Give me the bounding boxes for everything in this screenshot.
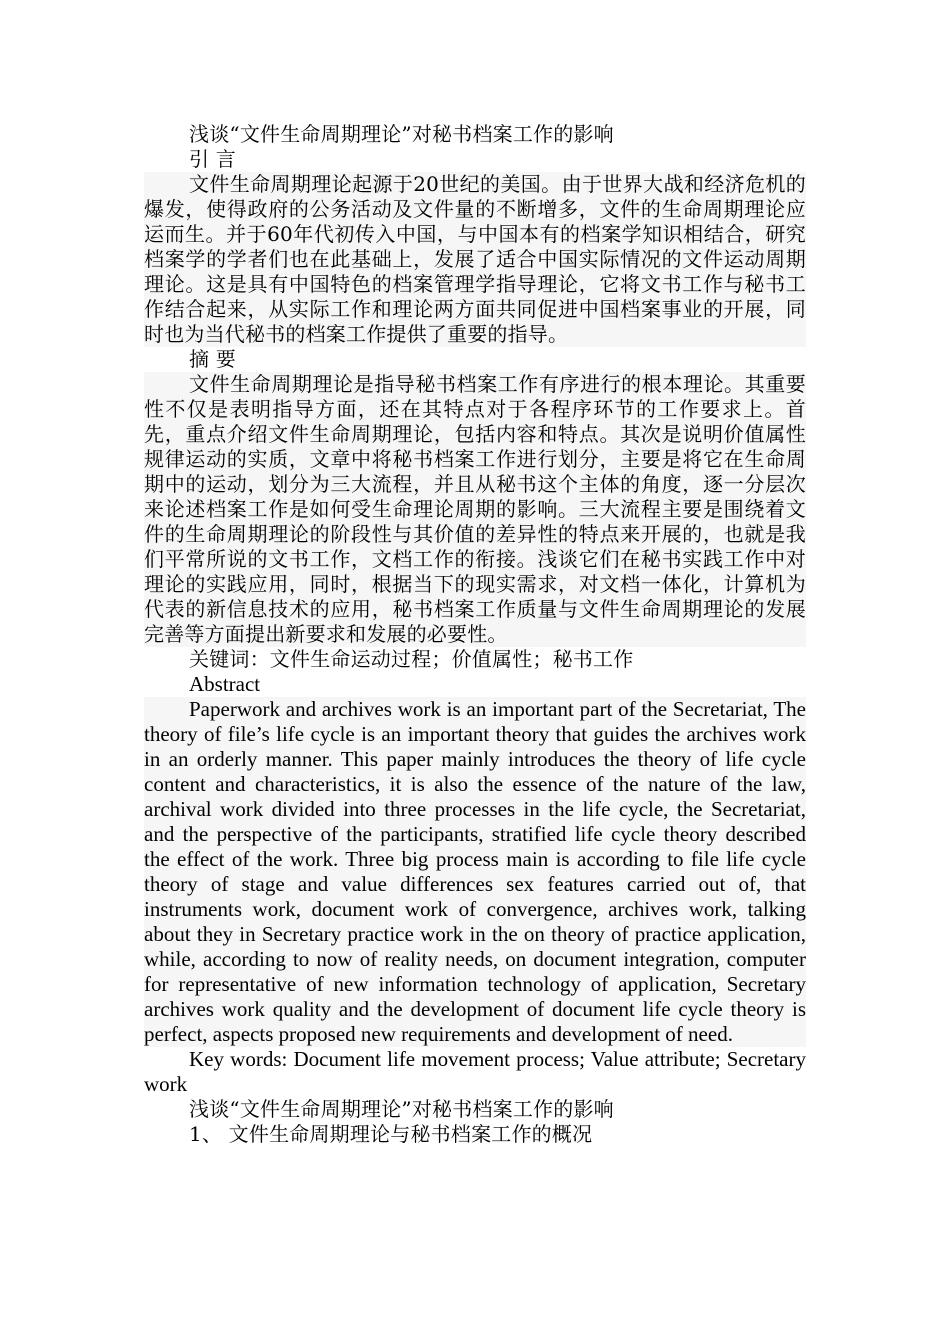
intro-paragraph: 文件生命周期理论起源于20世纪的美国。由于世界大战和经济危机的爆发，使得政府的公务活动及文件量的不断增多，文件的生命周期理论应运而生。并于60年代初传入中国，与中国本有的档案学知识相结合，研究档案学的学者们也在此基础上，发展了适合中国实际情况的文件运动周期理论。这是具有中国特色的档案管理学指导理论，它将文书工作与秘书工作结合起来，从实际工作和理论两方面共同促进中国档案事业的开展，同时也为当代秘书的档案工作提供了重要的指导。 [144,172,806,346]
abstract-paragraph-cn: 文件生命周期理论是指导秘书档案工作有序进行的根本理论。其重要性不仅是表明指导方面，还在其特点对于各程序环节的工作要求上。首先，重点介绍文件生命周期理论，包括内容和特点。其次是说明价值属性规律运动的实质，文章中将秘书档案工作进行划分，主要是将它在生命周期中的运动，划分为三大流程，并且从秘书这个主体的角度，逐一分层次来论述档案工作是如何受生命理论周期的影响。三大流程主要是围绕着文件的生命周期理论的阶段性与其价值的差异性的特点来开展的，也就是我们平常所说的文书工作，文档工作的衔接。浅谈它们在秘书实践工作中对理论的实践应用，同时，根据当下的现实需求，对文档一体化，计算机为代表的新信息技术的应用，秘书档案工作质量与文件生命周期理论的发展完善等方面提出新要求和发展的必要性。 [144,372,806,646]
abstract-paragraph-en: Paperwork and archives work is an important part of the Secretariat, The theory of file’s life cycle is an important theory that guides the archives work in an orderly manner. This paper mainly introduces the theory of life cycle content and characteristics, it is also the essence of the nature of the law, archival work divided into three processes in the life cycle, the Secretariat, and the perspective of the participants, stratified life cycle theory described the effect of the work. Three big process main is according to file life cycle theory of stage and value differences sex features carried out of, that instruments work, document work of convergence, archives work, talking about they in Secretary practice work in the on theory of practice application, while, according to now of reality needs, on document integration, computer for representative of new information technology of application, Secretary archives work quality and the development of document life cycle theory is perfect, aspects proposed new requirements and development of need. [144,697,806,1046]
document-title-repeat: 浅谈“文件生命周期理论”对秘书档案工作的影响 [189,1097,614,1121]
abstract-heading-cn: 摘 要 [189,347,236,371]
keywords-cn: 关键词：文件生命运动过程；价值属性；秘书工作 [189,647,634,671]
document-title: 浅谈“文件生命周期理论”对秘书档案工作的影响 [189,122,614,146]
abstract-heading-en: Abstract [189,672,261,696]
keywords-en: Key words: Document life movement process; Value attribute; Secretary work [144,1047,806,1096]
intro-heading: 引 言 [189,147,236,171]
document-page [144,122,806,1147]
section-1-heading: 1、 文件生命周期理论与秘书档案工作的概况 [189,1122,593,1146]
